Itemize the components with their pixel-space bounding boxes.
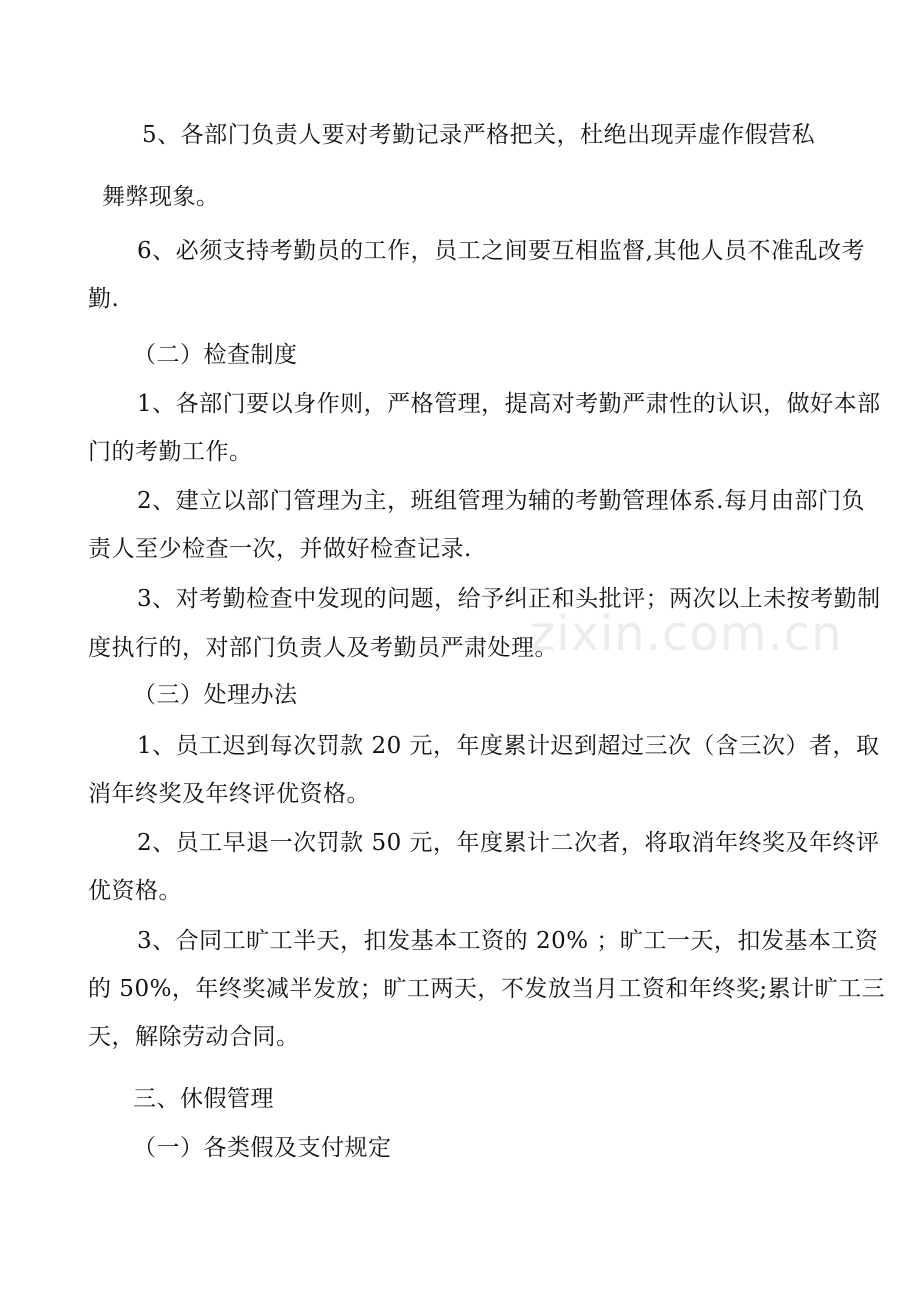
handle-item-3-line-3: 天，解除劳动合同。 xyxy=(88,1024,300,1050)
heading-check-system: （二）检查制度 xyxy=(133,342,298,368)
check-item-2-line-2: 责人至少检查一次，并做好检查记录. xyxy=(88,536,472,562)
handle-item-1-line-2: 消年终奖及年终评优资格。 xyxy=(88,781,370,807)
handle-item-1-line-1: 1、员工迟到每次罚款 20 元，年度累计迟到超过三次（含三次）者，取 xyxy=(137,733,880,759)
handle-item-3-line-2: 的 50%，年终奖减半发放；旷工两天，不发放当月工资和年终奖;累计旷工三 xyxy=(88,976,886,1002)
heading-leave-management: 三、休假管理 xyxy=(133,1086,274,1112)
check-item-2-line-1: 2、建立以部门管理为主，班组管理为辅的考勤管理体系.每月由部门负 xyxy=(137,488,865,514)
watermark: zixin.com.cn xyxy=(530,606,843,662)
subheading-leave-types: （一）各类假及支付规定 xyxy=(133,1135,392,1161)
handle-item-2-line-2: 优资格。 xyxy=(88,878,182,904)
heading-handling-measures: （三）处理办法 xyxy=(133,682,298,708)
paragraph-6-line-2: 勤. xyxy=(88,286,120,312)
paragraph-6-line-1: 6、必须支持考勤员的工作，员工之间要互相监督,其他人员不准乱改考 xyxy=(137,238,865,264)
check-item-3-line-1: 3、对考勤检查中发现的问题，给予纠正和头批评；两次以上未按考勤制 xyxy=(137,586,881,612)
check-item-1-line-2: 门的考勤工作。 xyxy=(88,439,253,465)
check-item-1-line-1: 1、各部门要以身作则，严格管理，提高对考勤严肃性的认识，做好本部 xyxy=(137,391,881,417)
check-item-3-line-2: 度执行的，对部门负责人及考勤员严肃处理。 xyxy=(88,635,558,661)
paragraph-5-line-1: 5、各部门负责人要对考勤记录严格把关，杜绝出现弄虚作假营私 xyxy=(142,122,816,148)
paragraph-5-line-2: 舞弊现象。 xyxy=(102,184,220,210)
handle-item-2-line-1: 2、员工早退一次罚款 50 元，年度累计二次者，将取消年终奖及年终评 xyxy=(137,830,880,856)
handle-item-3-line-1: 3、合同工旷工半天，扣发基本工资的 20% ；旷工一天，扣发基本工资 xyxy=(137,928,879,954)
